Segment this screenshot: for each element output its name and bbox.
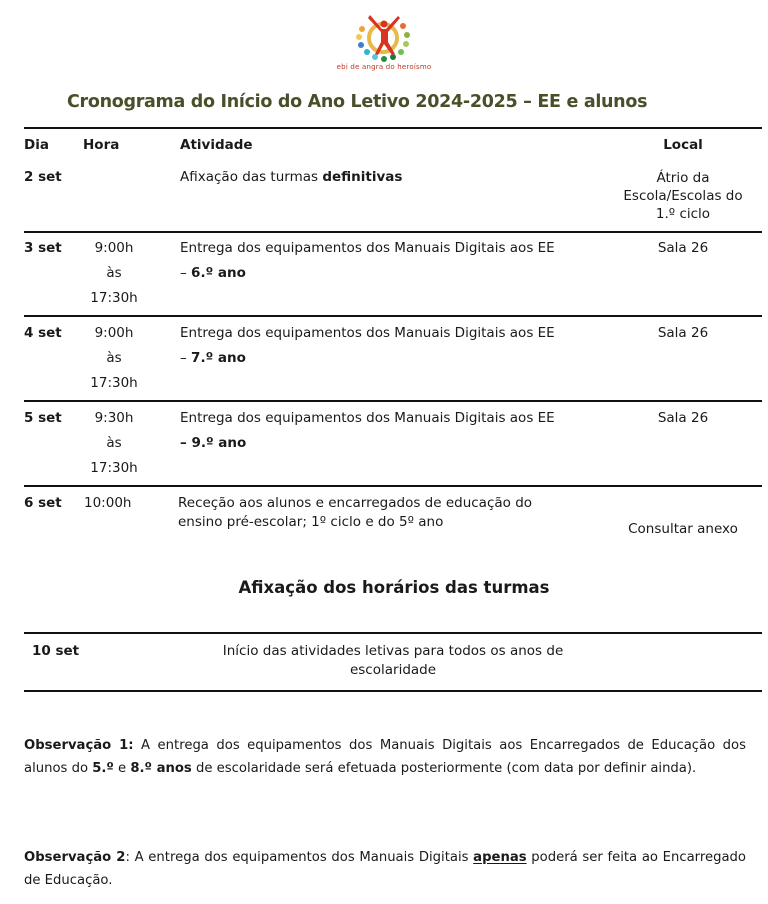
logo-dot (358, 42, 364, 48)
row-atividade (180, 406, 555, 456)
row-hora (80, 236, 148, 311)
hora-end: 17:30h (90, 375, 138, 391)
obs-bold: 5.º (92, 761, 114, 776)
row-hora: 10:00h (84, 495, 132, 511)
row-atividade (180, 321, 555, 371)
logo-dot (390, 54, 396, 60)
logo-dot (356, 34, 362, 40)
row-divider (24, 231, 762, 233)
row-dia: 10 set (32, 643, 80, 659)
row-divider (24, 485, 762, 487)
hora-end: 17:30h (90, 460, 138, 476)
obs-text: de escolaridade será efetuada posteriormente (com data por definir ainda). (191, 761, 697, 776)
page-title: Cronograma do Início do Ano Letivo 2024-2025 – EE e alunos (67, 92, 648, 112)
row-hora (80, 321, 148, 396)
atividade-bold: definitivas (322, 169, 403, 185)
logo-dot (404, 32, 410, 38)
row-local: Sala 26 (657, 410, 709, 426)
atividade-text: Afixação das turmas (180, 169, 323, 185)
atividade-line: Receção aos alunos e encarregados de educação do (178, 495, 533, 511)
row-local (604, 169, 762, 223)
logo-dot (403, 41, 409, 47)
atividade-line: Início das atividades letivas para todos os anos de (222, 643, 564, 659)
row-local: Sala 26 (657, 240, 709, 256)
obs-text: e (113, 761, 131, 776)
row-divider (24, 400, 762, 402)
logo-dot (359, 26, 365, 32)
row-dia: 4 set (24, 325, 62, 341)
atividade-line: Entrega dos equipamentos dos Manuais Digitais aos EE (180, 410, 555, 426)
logo-dot (372, 54, 378, 60)
observation-1 (24, 734, 746, 780)
row-atividade (178, 494, 532, 532)
row-atividade (180, 236, 555, 286)
atividade-line: ensino pré-escolar; 1º ciclo e do 5º ano (178, 514, 444, 530)
obs-text: poderá ser feita ao Encarregado de Educação. (24, 850, 746, 888)
atividade-bold: 7.º ano (191, 350, 246, 366)
atividade-line: escolaridade (349, 662, 437, 678)
row-dia: 6 set (24, 495, 62, 511)
obs-underlined: apenas (473, 850, 527, 865)
atividade-bold: – 9.º ano (180, 435, 247, 451)
local-line: 1.º ciclo (655, 206, 711, 222)
hora-start: 9:30h (94, 410, 134, 426)
obs-label: Observação 1: (24, 738, 134, 753)
atividade-dash: – (180, 350, 192, 366)
logo-dot (381, 56, 387, 62)
row-dia: 3 set (24, 240, 62, 256)
section-top-rule (24, 632, 762, 634)
atividade-bold: 6.º ano (191, 265, 246, 281)
logo-dot (364, 49, 370, 55)
school-logo (348, 12, 418, 62)
header-local: Local (663, 137, 703, 153)
atividade-line: Entrega dos equipamentos dos Manuais Digitais aos EE (180, 240, 555, 256)
hora-start: 9:00h (94, 240, 134, 256)
obs-bold: 8.º anos (130, 761, 192, 776)
section-bottom-rule (24, 690, 762, 692)
atividade-dash: – (180, 265, 192, 281)
header-dia: Dia (24, 137, 49, 153)
atividade-line: Entrega dos equipamentos dos Manuais Digitais aos EE (180, 325, 555, 341)
obs-text: A entrega dos equipamentos dos Manuais Digitais aos Encarregados de Educação dos alunos do (24, 738, 746, 776)
hora-sep: às (106, 350, 122, 366)
section-title: Afixação dos horários das turmas (238, 578, 550, 597)
obs-text: : A entrega dos equipamentos dos Manuais Digitais (125, 850, 474, 865)
logo-dot (398, 49, 404, 55)
local-line: Átrio da (656, 170, 710, 186)
logo-dot (400, 23, 406, 29)
row-divider (24, 315, 762, 317)
row-dia: 5 set (24, 410, 62, 426)
hora-start: 9:00h (94, 325, 134, 341)
row-local: Consultar anexo (628, 521, 738, 537)
observation-2 (24, 846, 746, 892)
row-local: Sala 26 (657, 325, 709, 341)
hora-sep: às (106, 435, 122, 451)
hora-end: 17:30h (90, 290, 138, 306)
logo-text: ebi de angra do heroísmo (336, 63, 432, 71)
table-top-rule (24, 127, 762, 129)
row-dia: 2 set (24, 169, 62, 185)
row-hora (80, 406, 148, 481)
hora-sep: às (106, 265, 122, 281)
header-hora: Hora (83, 137, 120, 153)
local-line: Escola/Escolas do (623, 188, 743, 204)
row-atividade (170, 642, 616, 680)
header-atividade: Atividade (180, 137, 253, 153)
row-atividade (180, 165, 402, 190)
obs-label: Observação 2 (24, 850, 126, 865)
